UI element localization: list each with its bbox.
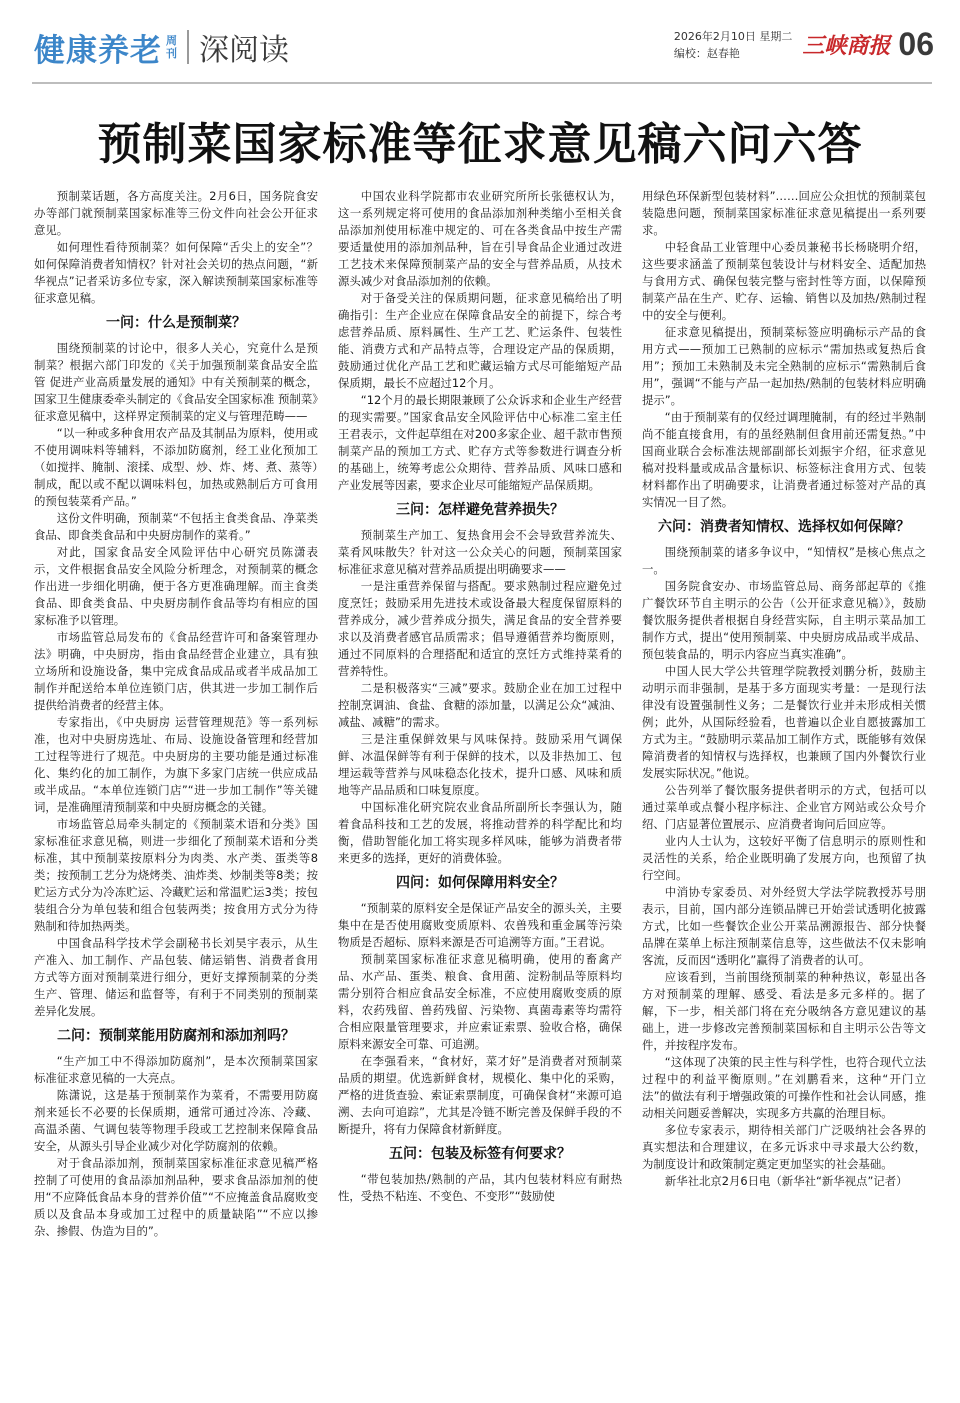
paragraph: 二是积极落实“三减”要求。鼓励企业在加工过程中控制烹调油、食盐、食糖的添加量，以满足公众“减油、减盐、减糖”的需求。 xyxy=(338,681,622,729)
section-heading: 二问：预制菜能用防腐剂和添加剂吗？ xyxy=(57,1028,295,1044)
article-title: 预制菜国家标准等征求意见稿六问六答 xyxy=(97,119,863,170)
paragraph: 陈潇说，这是基于预制菜作为菜肴，不需要用防腐剂来延长不必要的长保质期，通常可通过冷冻、冷藏、高温杀菌、气调包装等物理手段或工艺控制来保障食品安全，从源头引导企业减少对化学防腐剂的依赖。 xyxy=(34,1088,318,1153)
paragraph: 对于食品添加剂，预制菜国家标准征求意见稿严格控制了可使用的食品添加剂品种，要求食品添加剂的使用“不应降低食品本身的营养价值”“不应掩盖食品腐败变质以及食品本身或加工过程中的质量缺陷”“不应以掺杂、掺假、伪造为目的”。 xyxy=(34,1156,318,1238)
paragraph: 多位专家表示，期待相关部门广泛吸纳社会各界的真实想法和合理建议，在多元诉求中寻求最大公约数，为制度设计和政策制定奠定更加坚实的社会基础。 xyxy=(642,1123,926,1171)
paragraph: “这体现了决策的民主性与科学性，也符合现代立法过程中的利益平衡原则。”在刘鹏看来，这种“开门立法”的做法有利于增强政策的可操作性和社会认同感，推动相关问题妥善解决，实现多方共赢的治理目标。 xyxy=(642,1055,926,1120)
paragraph: “生产加工中不得添加防腐剂”，是本次预制菜国家标准征求意见稿的一大亮点。 xyxy=(34,1054,318,1085)
paragraph: 中国食品科学技术学会副秘书长刘昊宇表示，从生产准入、加工制作、产品包装、储运销售、消费者食用方式等方面对预制菜进行细分，更好支撑预制菜的分类生产、管理、储运和监督等，有利于不同类别的预制菜差异化发展。 xyxy=(34,936,318,1018)
date-editor-block xyxy=(674,28,793,62)
paragraph: 公告列举了餐饮服务提供者明示的方式，包括可以通过菜单或点餐小程序标注、企业官方网站或公众号介绍、门店显著位置展示、应消费者询问后回应等。 xyxy=(642,783,926,831)
paragraph: 国务院食安办、市场监管总局、商务部起草的《推广餐饮环节自主明示的公告（公开征求意见稿）》，鼓励餐饮服务提供者根据自身经营实际，自主明示菜品加工制作方式，提出“使用预制菜、中央厨房成品或半成品、预包装食品的，明示内容应当真实准确”。 xyxy=(642,579,926,661)
paragraph: 市场监管总局牵头制定的《预制菜术语和分类》国家标准征求意见稿，则进一步细化了预制菜术语和分类标准，其中预制菜按原料分为肉类、水产类、蛋类等8类；按预制工艺分为烧烤类、油炸类、炒制类等8类；按贮运方式分为冷冻贮运、冷藏贮运和常温贮运3类；按包装组合分为单包装和组合包装两类；按食用方式分为待熟制和待加热两类。 xyxy=(34,817,318,933)
article-column-3 xyxy=(642,188,926,1240)
paragraph: 新华社北京2月6日电（新华社“新华视点”记者） xyxy=(664,1174,908,1188)
paragraph: 中国农业科学院都市农业研究所所长张德权认为，这一系列规定将可使用的食品添加剂种类缩小至相关食品添加剂使用标准中规定的、可在各类食品中按生产需要适量使用的添加剂品种，旨在引导食品企业通过改进工艺技术来保障预制菜产品的安全与营养品质，从技术源头减少对食品添加剂的依赖。 xyxy=(338,189,622,288)
paragraph: 一是注重营养保留与搭配。要求熟制过程应避免过度烹饪；鼓励采用先进技术或设备最大程度保留原料的营养成分，减少营养成分损失，满足食品的安全营养要求以及消费者感官品质需求；倡导遵循营养均衡原则，通过不同原料的合理搭配和适宜的烹饪方式维持菜肴的营养特性。 xyxy=(338,579,622,678)
brand-weekly-label xyxy=(166,34,177,60)
paragraph: “由于预制菜有的仅经过调理腌制，有的经过半熟制尚不能直接食用，有的虽经熟制但食用前还需复热。”中国商业联合会标准法规部副部长刘振宇介绍，征求意见稿对投料量或成品含量标识、标签标注食用方式、包装材料都作出了明确要求，让消费者通过标签对产品的真实情况一目了然。 xyxy=(642,410,926,509)
section-heading: 四问：如何保障用料安全？ xyxy=(396,875,564,891)
masthead-right xyxy=(674,26,934,63)
page-number: 06 xyxy=(898,26,934,62)
section-heading: 一问：什么是预制菜？ xyxy=(106,315,246,331)
editor-credit: 编校：赵春艳 xyxy=(673,46,740,60)
brand-sub-1: 周 xyxy=(166,34,177,47)
paragraph: 三是注重保鲜效果与风味保持。鼓励采用气调保鲜、冰温保鲜等有利于保鲜的技术，以及非热加工、包埋运载等营养与风味稳态化技术，提升口感、风味和质地等产品品质和口味复原度。 xyxy=(338,732,622,797)
newspaper-logo: 三峡商报 xyxy=(802,33,891,59)
paragraph: 如何理性看待预制菜？如何保障“舌尖上的安全”？如何保障消费者知情权？针对社会关切的热点问题，“新华视点”记者采访多位专家，深入解读预制菜国家标准等征求意见稿。 xyxy=(34,240,318,305)
paragraph: “预制菜的原料安全是保证产品安全的源头关，主要集中在是否使用腐败变质原料、农兽残和重金属等污染物质是否超标、原料来源是否可追溯等方面。”王君说。 xyxy=(338,901,622,949)
paragraph: 中国标准化研究院农业食品所副所长李强认为，随着食品科技和工艺的发展，将推动营养的科学配比和均衡，借助智能化加工将实现多样风味，能够为消费者带来更多的选择，更好的消费体验。 xyxy=(338,800,622,865)
section-name: 深阅读 xyxy=(199,33,289,68)
header-rule xyxy=(32,82,932,84)
section-heading: 六问：消费者知情权、选择权如何保障？ xyxy=(658,519,910,535)
paragraph: 专家指出，《中央厨房 运营管理规范》等一系列标准，也对中央厨房选址、布局、设施设备管理和经营加工过程等进行了规范。中央厨房的主要功能是通过标准化、集约化的加工制作，为旗下多家门店统一供应成品或半成品。“本单位连锁门店”“进一步加工制作”等关键词，是准确厘清预制菜和中央厨房概念的关键。 xyxy=(34,715,318,814)
paragraph: “带包装加热/熟制的产品，其内包装材料应有耐热性，受热不粘连、不变色、不变形”“鼓励使 xyxy=(338,1172,622,1203)
section-heading: 三问：怎样避免营养损失？ xyxy=(396,502,564,518)
issue-date: 2026年2月10日 星期二 xyxy=(673,29,793,43)
masthead-left xyxy=(34,22,289,72)
paragraph: 用绿色环保新型包装材料”……回应公众担忧的预制菜包装隐患问题，预制菜国家标准征求意见稿提出一系列要求。 xyxy=(642,189,926,237)
paragraph: 市场监管总局发布的《食品经营许可和备案管理办法》明确，中央厨房，指由食品经营企业建立，具有独立场所和设施设备，集中完成食品成品或者半成品加工制作并配送给本单位连锁门店，供其进一步加工制作后提供给消费者的经营主体。 xyxy=(34,630,318,712)
article-column-2 xyxy=(338,188,622,1240)
article-body xyxy=(34,188,926,1240)
brand-sub-2: 刊 xyxy=(166,47,177,60)
paragraph: 应该看到，当前围绕预制菜的种种热议，彰显出各方对预制菜的理解、感受、看法是多元多样的。据了解，下一步，相关部门将在充分吸纳各方意见建议的基础上，进一步修改完善预制菜国标和自主明示公告等文件，并按程序发布。 xyxy=(642,970,926,1052)
section-heading: 五问：包装及标签有何要求？ xyxy=(389,1146,571,1162)
paragraph: 这份文件明确，预制菜“不包括主食类食品、净菜类食品、即食类食品和中央厨房制作的菜肴。” xyxy=(34,511,318,542)
paragraph: 对于备受关注的保质期问题，征求意见稿给出了明确指引：生产企业应在保障食品安全的前提下，综合考虑营养品质、原料属性、生产工艺、贮运条件、包装性能、消费方式和产品特点等，合理设定产品的保质期，鼓励通过优化产品工艺和贮藏运输方式尽可能缩短产品保质期，最长不应超过12个月。 xyxy=(338,291,622,390)
masthead-divider xyxy=(187,30,189,64)
paragraph: 预制菜话题，各方高度关注。2月6日，国务院食安办等部门就预制菜国家标准等三份文件向社会公开征求意见。 xyxy=(34,189,318,237)
paragraph: “以一种或多种食用农产品及其制品为原料，使用或不使用调味料等辅料，不添加防腐剂，经工业化预加工（如搅拌、腌制、滚揉、成型、炒、炸、烤、煮、蒸等）制成，配以或不配以调味料包，加热或熟制后方可食用的预包装菜肴产品。” xyxy=(34,426,318,508)
paragraph: 预制菜国家标准征求意见稿明确，使用的畜禽产品、水产品、蛋类、粮食、食用菌、淀粉制品等原料均需分别符合相应食品安全标准，不应使用腐败变质的原料，农药残留、兽药残留、污染物、真菌毒素等均需符合相应限量管理要求，并应索证索票、验收合格，确保原料来源安全可靠、可追溯。 xyxy=(338,952,622,1051)
paragraph: 中消协专家委员、对外经贸大学法学院教授苏号朋表示，目前，国内部分连锁品牌已开始尝试透明化披露方式，比如一些餐饮企业公开菜品溯源报告、部分快餐品牌在菜单上标注预制菜信息等，这些做法不仅未影响客流，反而因“透明化”赢得了消费者的认可。 xyxy=(642,885,926,967)
paragraph: 中轻食品工业管理中心委员兼秘书长杨晓明介绍，这些要求涵盖了预制菜包装设计与材料安全、适配加热与食用方式、确保包装完整与密封性等方面，以保障预制菜产品在生产、贮存、运输、销售以及加热/熟制过程中的安全与便利。 xyxy=(642,240,926,322)
paragraph: 对此，国家食品安全风险评估中心研究员陈潇表示，文件根据食品安全风险分析理念，对预制菜的概念作出进一步细化明确，便于各方更准确理解。而主食类食品、即食类食品、中央厨房制作食品等均有相应的国家标准予以管理。 xyxy=(34,545,318,627)
paragraph: 业内人士认为，这较好平衡了信息明示的原则性和灵活性的关系，给企业既明确了发展方向，也预留了执行空间。 xyxy=(642,834,926,882)
brand-name: 健康养老 xyxy=(34,32,162,69)
paragraph: “12个月的最长期限兼顾了公众诉求和企业生产经营的现实需要。”国家食品安全风险评估中心标准二室主任王君表示，文件起草组在对200多家企业、超千款市售预制菜产品的预加工方式、贮存方式等参数进行调查分析的基础上，统筹考虑公众期待、营养品质、风味口感和产业发展等因素，要求企业尽可能缩短产品保质期。 xyxy=(338,393,622,492)
paragraph: 征求意见稿提出，预制菜标签应明确标示产品的食用方式——预加工已熟制的应标示“需加热或复热后食用”；预加工未熟制及未完全熟制的应标示“需熟制后食用”，强调“不能与产品一起加热/熟制的包装材料应明确提示”。 xyxy=(642,325,926,407)
article-column-1 xyxy=(34,188,318,1240)
paragraph: 中国人民大学公共管理学院教授刘鹏分析，鼓励主动明示而非强制，是基于多方面现实考量：一是现行法律没有设置强制性义务；二是餐饮行业并未形成相关惯例；此外，从国际经验看，也普遍以企业自愿披露加工方式为主。“鼓励明示菜品加工制作方式，既能够有效保障消费者的知情权与选择权，也兼顾了国内外餐饮行业发展实际状况。”他说。 xyxy=(642,664,926,780)
paragraph: 在李强看来，“食材好，菜才好”是消费者对预制菜品质的期望。优选新鲜食材，规模化、集中化的采购，严格的进货查验、索证索票制度，可确保食材“来源可追溯、去向可追踪”，尤其是冷链不断完善及保鲜手段的不断提升，将有力保障食材新鲜度。 xyxy=(338,1054,622,1136)
paragraph: 围绕预制菜的诸多争议中，“知情权”是核心焦点之一。 xyxy=(642,545,926,576)
paragraph: 围绕预制菜的讨论中，很多人关心，究竟什么是预制菜？根据六部门印发的《关于加强预制菜食品安全监管 促进产业高质量发展的通知》中有关预制菜的概念，国家卫生健康委牵头制定的《食品安全国家标准 预制菜》征求意见稿中，这样界定预制菜的定义与管理范畴—— xyxy=(34,341,318,423)
paragraph: 预制菜生产加工、复热食用会不会导致营养流失、菜肴风味散失？针对这一公众关心的问题，预制菜国家标准征求意见稿对营养品质提出明确要求—— xyxy=(338,528,622,576)
